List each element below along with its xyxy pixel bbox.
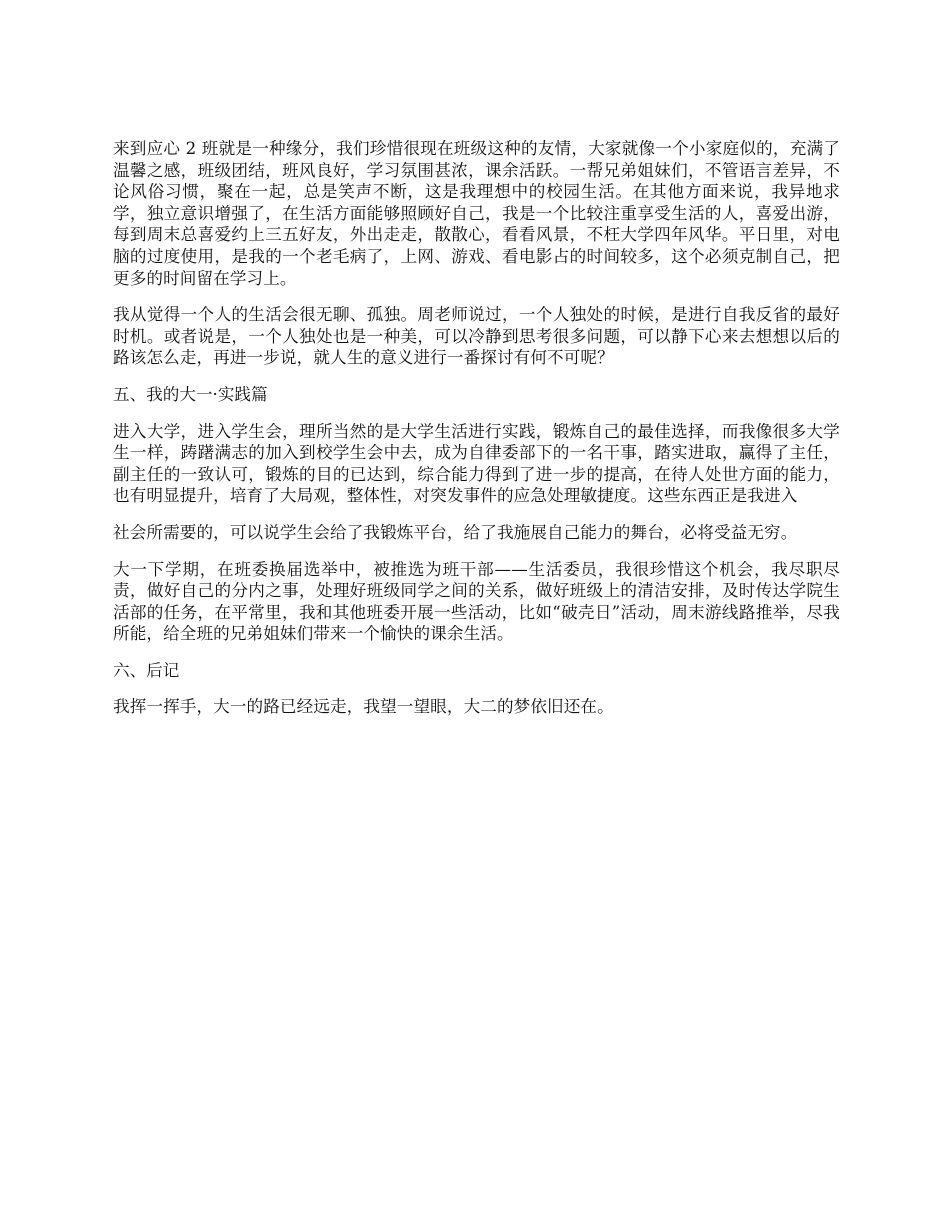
document-body (113, 138, 840, 733)
section-heading-afterword: 六、后记 (113, 660, 180, 680)
paragraph-student-union-continued: 社会所需要的，可以说学生会给了我锻炼平台，给了我施展自己能力的舞台，必将受益无穷。 (113, 522, 798, 542)
paragraph-closing: 我挥一挥手，大一的路已经远走，我望一望眼，大二的梦依旧还在。 (113, 697, 614, 717)
paragraph-student-union: 进入大学，进入学生会，理所当然的是大学生活进行实践，锻炼自己的最佳选择，而我像很多大学生一样，踌躇满志的加入到校学生会中去，成为自律委部下的一名干事，踏实进取，赢得了主任，副主任的一致认可，锻炼的目的已达到，综合能力得到了进一步的提高，在待人处世方面的能力，也有明显提升，培育了大局观，整体性，对突发事件的应急处理敏捷度。这些东西正是我进入 (113, 421, 840, 506)
paragraph-solitude: 我从觉得一个人的生活会很无聊、孤独。周老师说过，一个人独处的时候，是进行自我反省的最好时机。或者说是，一个人独处也是一种美，可以冷静到思考很多问题，可以静下心来去想想以后的路该怎么走，再进一步说，就人生的意义进行一番探讨有何不可呢？ (113, 305, 840, 368)
section-heading-practice: 五、我的大一·实践篇 (113, 384, 268, 404)
paragraph-class-life: 来到应心 2 班就是一种缘分，我们珍惜很现在班级这种的友情，大家就像一个小家庭似的，充满了温馨之感，班级团结，班风良好，学习氛围甚浓，课余活跃。一帮兄弟姐妹们，不管语言差异，不论风俗习惯，聚在一起，总是笑声不断，这是我理想中的校园生活。在其他方面来说，我异地求学，独立意识增强了，在生活方面能够照顾好自己，我是一个比较注重享受生活的人，喜爱出游，每到周末总喜爱约上三五好友，外出走走，散散心，看看风景，不枉大学四年风华。平日里，对电脑的过度使用，是我的一个老毛病了，上网、游戏、看电影占的时间较多，这个必须克制自己，把更多的时间留在学习上。 (113, 139, 840, 288)
paragraph-class-committee: 大一下学期，在班委换届选举中，被推选为班干部——生活委员，我很珍惜这个机会，我尽职尽责，做好自己的分内之事，处理好班级同学之间的关系，做好班级上的清洁安排，及时传达学院生活部的任务，在平常里，我和其他班委开展一些活动，比如“破壳日”活动，周末游线路推举，尽我所能，给全班的兄弟姐妹们带来一个愉快的课余生活。 (113, 559, 840, 644)
